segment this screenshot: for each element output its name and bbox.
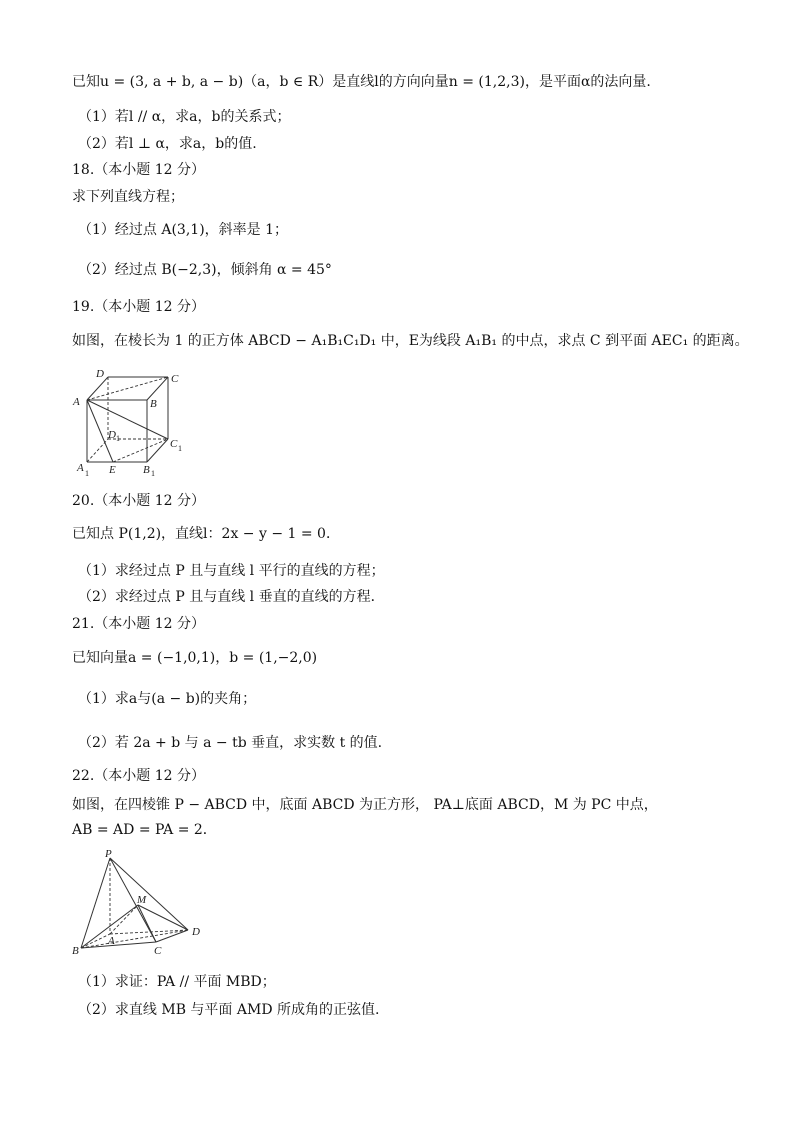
pyramid-label-c: C [154, 945, 162, 957]
cube-label-d1-sub: 1 [116, 434, 120, 443]
cube-label-a: A [73, 396, 80, 408]
cube-label-b1-sub: 1 [151, 469, 155, 478]
q21-part1: （1）求a与(a − b)的夹角； [78, 691, 257, 707]
q17-part1: （1）若l // α，求a，b的关系式； [78, 109, 291, 125]
cube-label-d1: D [108, 429, 116, 441]
pyramid-label-p: P [105, 848, 112, 860]
cube-label-b1: B [143, 464, 150, 476]
q22-part2: （2）求直线 MB 与平面 AMD 所成角的正弦值. [78, 1002, 380, 1018]
pyramid-label-a: A [108, 935, 115, 947]
q20-part1: （1）求经过点 P 且与直线 l 平行的直线的方程； [78, 563, 385, 579]
q18-heading: 18.（本小题 12 分） [72, 162, 205, 178]
cube-label-c1-sub: 1 [178, 444, 182, 453]
q20-heading: 20.（本小题 12 分） [72, 493, 205, 509]
cube-figure [70, 365, 190, 480]
q17-stem: 已知u = (3, a + b, a − b)（a，b ∈ R）是直线l的方向向量n = (1,2,3)，是平面α的法向量. [72, 74, 651, 90]
pyramid-label-b: B [72, 945, 79, 957]
cube-label-a1-sub: 1 [85, 469, 89, 478]
q18-part2: （2）经过点 B(−2,3)，倾斜角 α = 45° [78, 262, 332, 278]
cube-label-e: E [109, 464, 116, 476]
q22-stem-line1: 如图，在四棱锥 P − ABCD 中，底面 ABCD 为正方形， PA⊥底面 ABCD，M 为 PC 中点， [72, 797, 658, 813]
pyramid-label-d: D [192, 926, 200, 938]
q19-stem: 如图，在棱长为 1 的正方体 ABCD − A₁B₁C₁D₁ 中，E为线段 A₁B₁ 的中点，求点 C 到平面 AEC₁ 的距离。 [72, 333, 749, 349]
q21-part2: （2）若 2a + b 与 a − tb 垂直，求实数 t 的值. [78, 735, 383, 751]
q22-part1: （1）求证：PA // 平面 MBD； [78, 974, 276, 990]
q19-heading: 19.（本小题 12 分） [72, 299, 205, 315]
q18-part1: （1）经过点 A(3,1)，斜率是 1； [78, 222, 289, 238]
q22-stem-line2: AB = AD = PA = 2． [72, 822, 217, 838]
q21-stem: 已知向量a = (−1,0,1)，b = (1,−2,0) [72, 650, 318, 666]
q17-part2: （2）若l ⊥ α，求a，b的值. [78, 136, 257, 152]
q20-stem: 已知点 P(1,2)，直线l：2x − y − 1 = 0． [72, 526, 340, 542]
cube-label-d: D [96, 368, 104, 380]
cube-label-c: C [171, 373, 179, 385]
q21-heading: 21.（本小题 12 分） [72, 616, 205, 632]
q20-part2: （2）求经过点 P 且与直线 l 垂直的直线的方程． [78, 589, 385, 605]
cube-label-a1: A [77, 462, 84, 474]
pyramid-label-m: M [137, 894, 147, 906]
pyramid-figure [68, 848, 208, 963]
cube-label-c1: C [170, 438, 178, 450]
q22-heading: 22.（本小题 12 分） [72, 768, 205, 784]
cube-label-b: B [150, 398, 157, 410]
q18-stem: 求下列直线方程； [72, 189, 184, 205]
